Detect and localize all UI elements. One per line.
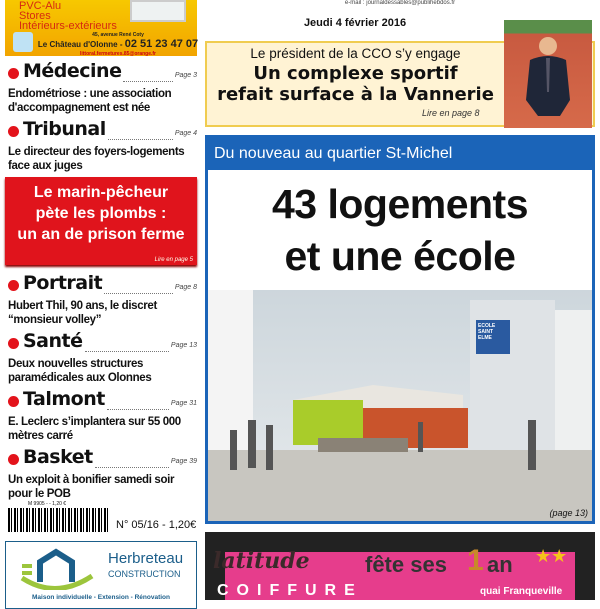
stars-icon: ★★ (535, 546, 568, 566)
bullet-icon (8, 126, 19, 137)
teaser-portrait[interactable]: Portrait Page 8 Hubert Thil, 90 ans, le discret “monsieur volley” (8, 272, 197, 326)
teaser-sante[interactable]: Santé Page 13 Deux nouvelles structures paramédicales aux Olonnes (8, 330, 197, 384)
masthead-email: e-mail : journaldessables@publihebdos.fr (344, 0, 456, 6)
issue-price: N° 05/16 - 1,20€ (116, 519, 197, 531)
person-figure (504, 20, 592, 128)
president-photo (504, 20, 592, 128)
bullet-icon (8, 68, 19, 79)
issue-date: Jeudi 4 février 2016 (303, 17, 407, 29)
main-headline: 43 logements et une école (271, 181, 529, 279)
teaser-medecine[interactable]: Médecine Page 3 Endométriose : une association d'accompagnement est née (8, 60, 197, 114)
ad-logo (13, 32, 33, 52)
red-headline-box[interactable]: Le marin-pêcheur pète les plombs : un an de prison ferme Lire en page 5 (5, 177, 197, 265)
bullet-icon (8, 338, 19, 349)
left-column (5, 61, 197, 609)
barcode-block: M 9905 - - 1,20 € N° 05/16 - 1,20€ (5, 501, 197, 535)
window-image (130, 0, 186, 22)
teaser-basket[interactable]: Basket Page 39 Un exploit à bonifier samedi soir pour le POB (8, 446, 197, 500)
bullet-icon (8, 280, 19, 291)
building-illustration (208, 290, 592, 521)
latitude-ad[interactable]: latitude fête ses 1 an ★★ quai Franqueville COIFFURE (205, 532, 595, 600)
top-advertisement: PVC-Alu Stores Intérieurs-extérieurs 45, avenue René Coty Le Château d'Olonne - 02 51 23 47 07 littoral.fermetures.85@orange.fr (5, 0, 197, 56)
barcode (8, 508, 108, 532)
main-story[interactable] (205, 135, 595, 524)
bullet-icon (8, 454, 19, 465)
teaser-talmont[interactable]: Talmont Page 31 E. Leclerc s’implantera sur 55 000 mètres carré (8, 388, 197, 442)
teaser-tribunal[interactable]: Tribunal Page 4 Le directeur des foyers-logements face aux juges (8, 118, 197, 172)
section-strip: Du nouveau au quartier St-Michel (208, 138, 592, 170)
herbreteau-ad[interactable]: Herbreteau CONSTRUCTION Maison individuelle - Extension - Rénovation (5, 541, 197, 609)
house-logo-icon (18, 548, 98, 590)
ad-phone: Le Château d'Olonne - 02 51 23 47 07 (37, 38, 199, 50)
bullet-icon (8, 396, 19, 407)
ad-contact: 45, avenue René Coty Le Château d'Olonne - 02 51 23 47 07 littoral.fermetures.85@orange.fr (37, 32, 199, 57)
cco-article-box[interactable]: Le président de la CCO s’y engage Un complexe sportif refait surface à la Vannerie Lire en page 8 (205, 41, 595, 127)
architect-rendering: ECOLE SAINT ELME (page 13) (208, 290, 592, 521)
